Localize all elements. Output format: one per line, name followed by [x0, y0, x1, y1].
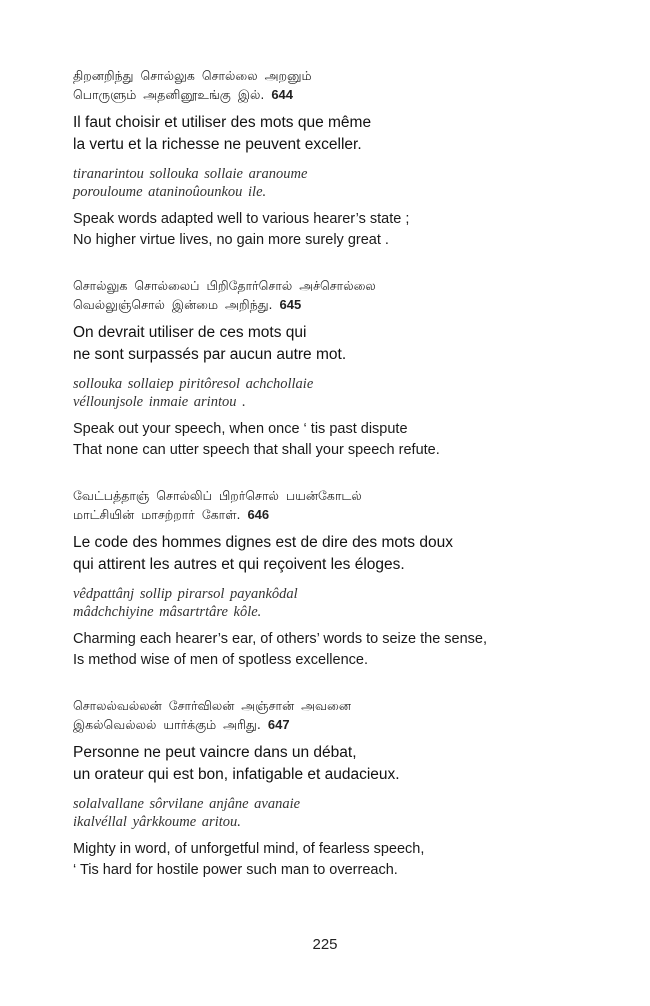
french-translation — [73, 112, 613, 156]
french-translation-text: Le code des hommes dignes est de dire des mots doux — [73, 534, 453, 551]
tamil-verse-line — [73, 66, 613, 85]
french-translation-line — [73, 764, 613, 786]
verse-number: 647 — [267, 717, 290, 732]
transliteration-text: vêdpattânj sollip pirarsol payankôdal — [73, 586, 298, 602]
transliteration-text: mâdchchiyine mâsartrtâre kôle. — [73, 604, 262, 620]
tamil-verse-text: சொல்லுக சொல்லைப் பிறிதோர்சொல் அச்சொல்லை — [73, 278, 376, 293]
tamil-verse-text: சொலல்வல்லன் சோர்விலன் அஞ்சான் அவனை — [73, 698, 351, 713]
english-translation-text: Is method wise of men of spotless excellence. — [73, 652, 368, 668]
english-translation-line — [73, 419, 613, 440]
transliteration-line — [73, 795, 613, 813]
transliteration-text: solalvallane sôrvilane anjâne avanaie — [73, 796, 301, 812]
french-translation — [73, 742, 613, 786]
french-translation — [73, 322, 613, 366]
tamil-verse — [73, 486, 613, 524]
french-translation-line — [73, 532, 613, 554]
french-translation-line — [73, 344, 613, 366]
verse-block — [73, 486, 613, 671]
tamil-verse-text: மாட்சியின் மாசற்றார் கோள். — [73, 507, 241, 522]
transliteration-line — [73, 813, 613, 831]
tamil-verse-line — [73, 276, 613, 295]
verse-block — [73, 66, 613, 251]
english-translation-text: No higher virtue lives, no gain more surely great . — [73, 232, 389, 248]
english-translation-line — [73, 440, 613, 461]
tamil-verse-text: வெல்லுஞ்சொல் இன்மை அறிந்து. — [73, 297, 273, 312]
english-translation-line — [73, 839, 613, 860]
english-translation-line — [73, 860, 613, 881]
french-translation-line — [73, 134, 613, 156]
transliteration — [73, 795, 613, 831]
verse-block — [73, 696, 613, 881]
french-translation-text: ne sont surpassés par aucun autre mot. — [73, 346, 347, 363]
english-translation — [73, 419, 613, 461]
tamil-verse-line — [73, 486, 613, 505]
english-translation-line — [73, 650, 613, 671]
english-translation — [73, 209, 613, 251]
transliteration-text: poroulоume ataninoûounkou ile. — [73, 184, 267, 200]
transliteration-text: sollouka sollaiep piritôresol achchollaie — [73, 376, 314, 392]
french-translation-text: Personne ne peut vaincre dans un débat, — [73, 744, 357, 761]
transliteration-text: tiranarintou sollouka sollaie aranoume — [73, 166, 308, 182]
french-translation-text: qui attirent les autres et qui reçoivent les éloges. — [73, 556, 405, 573]
french-translation-text: On devrait utiliser de ces mots qui — [73, 324, 307, 341]
french-translation-text: un orateur qui est bon, infatigable et audacieux. — [73, 766, 400, 783]
tamil-verse-line — [73, 85, 613, 104]
verse-number: 645 — [279, 297, 302, 312]
tamil-verse — [73, 276, 613, 314]
tamil-verse — [73, 696, 613, 734]
verse-number: 646 — [247, 507, 270, 522]
transliteration-line — [73, 393, 613, 411]
english-translation-line — [73, 230, 613, 251]
french-translation-line — [73, 322, 613, 344]
french-translation-text: la vertu et la richesse ne peuvent exceller. — [73, 136, 362, 153]
english-translation-line — [73, 629, 613, 650]
english-translation-text: ‘ Tis hard for hostile power such man to overreach. — [73, 862, 398, 878]
tamil-verse-line — [73, 505, 613, 524]
english-translation-line — [73, 209, 613, 230]
french-translation-line — [73, 742, 613, 764]
transliteration-line — [73, 183, 613, 201]
tamil-verse-line — [73, 715, 613, 734]
tamil-verse — [73, 66, 613, 104]
transliteration — [73, 165, 613, 201]
transliteration — [73, 585, 613, 621]
english-translation-text: Charming each hearer’s ear, of others’ words to seize the sense, — [73, 631, 488, 647]
english-translation-text: Speak words adapted well to various hearer’s state ; — [73, 211, 410, 227]
english-translation-text: Speak out your speech, when once ‘ tis past dispute — [73, 421, 408, 437]
page-number: 225 — [312, 936, 338, 953]
verse-block — [73, 276, 613, 461]
page-body — [73, 66, 613, 906]
transliteration-text: ikalvéllal yârkkoume aritou. — [73, 814, 241, 830]
english-translation-text: Mighty in word, of unforgetful mind, of fearless speech, — [73, 841, 425, 857]
tamil-verse-text: திறனறிந்து சொல்லுக சொல்லை அறனும் — [73, 68, 312, 83]
tamil-verse-line — [73, 295, 613, 314]
transliteration-line — [73, 375, 613, 393]
french-translation — [73, 532, 613, 576]
tamil-verse-text: பொருளும் அதனினூஉங்கு இல். — [73, 87, 265, 102]
transliteration-line — [73, 585, 613, 603]
tamil-verse-text: வேட்பத்தாஞ் சொல்லிப் பிறர்சொல் பயன்கோடல் — [73, 488, 362, 503]
french-translation-text: Il faut choisir et utiliser des mots que même — [73, 114, 372, 131]
tamil-verse-line — [73, 696, 613, 715]
transliteration — [73, 375, 613, 411]
english-translation-text: That none can utter speech that shall your speech refute. — [73, 442, 440, 458]
english-translation — [73, 839, 613, 881]
verse-number: 644 — [271, 87, 294, 102]
transliteration-line — [73, 603, 613, 621]
french-translation-line — [73, 554, 613, 576]
english-translation — [73, 629, 613, 671]
transliteration-text: véllounjsole inmaie arintou . — [73, 394, 246, 410]
french-translation-line — [73, 112, 613, 134]
transliteration-line — [73, 165, 613, 183]
tamil-verse-text: இகல்வெல்லல் யார்க்கும் அரிது. — [73, 717, 261, 732]
